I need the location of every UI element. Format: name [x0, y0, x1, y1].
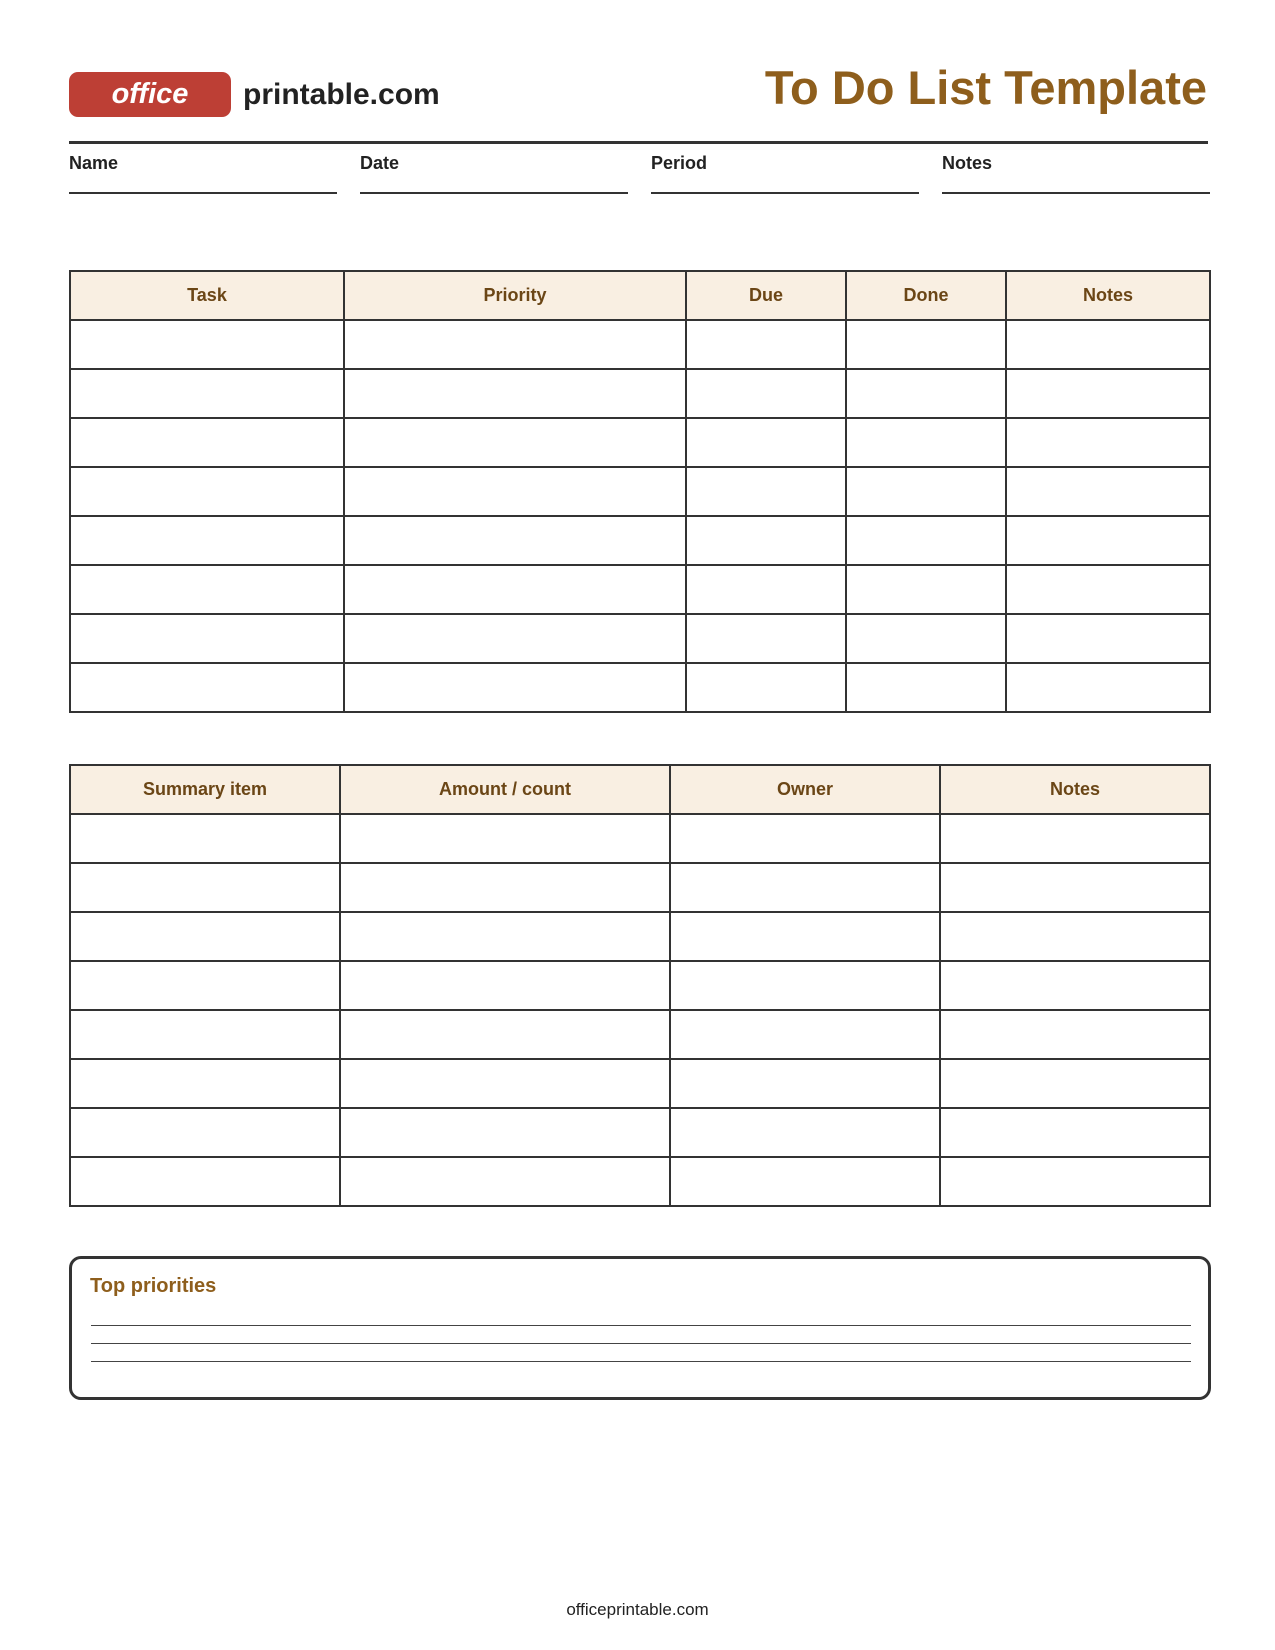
priority-writing-line[interactable]	[91, 1325, 1191, 1326]
table-cell[interactable]	[344, 516, 686, 565]
table-row	[70, 565, 1210, 614]
table-cell[interactable]	[70, 1059, 340, 1108]
table-cell[interactable]	[1006, 369, 1210, 418]
table-cell[interactable]	[70, 369, 344, 418]
task-table-body	[70, 320, 1210, 712]
table-row	[70, 1010, 1210, 1059]
column-header-done: Done	[846, 271, 1006, 320]
header-divider	[69, 141, 1208, 144]
table-cell[interactable]	[940, 1010, 1210, 1059]
column-header-priority: Priority	[344, 271, 686, 320]
table-row	[70, 467, 1210, 516]
table-cell[interactable]	[340, 912, 670, 961]
logo-domain: printable.com	[243, 78, 440, 111]
summary-table-header	[70, 765, 1210, 814]
table-row	[70, 1157, 1210, 1206]
table-row	[70, 320, 1210, 369]
table-cell[interactable]	[70, 320, 344, 369]
table-row	[70, 912, 1210, 961]
column-header-owner: Owner	[670, 765, 940, 814]
notes-field-label: Notes	[942, 153, 993, 173]
table-cell[interactable]	[340, 1157, 670, 1206]
table-cell[interactable]	[940, 1059, 1210, 1108]
table-cell[interactable]	[344, 614, 686, 663]
table-cell[interactable]	[70, 565, 344, 614]
table-cell[interactable]	[686, 565, 846, 614]
table-cell[interactable]	[70, 516, 344, 565]
table-row	[70, 863, 1210, 912]
table-cell[interactable]	[344, 663, 686, 712]
table-cell[interactable]	[686, 467, 846, 516]
table-cell[interactable]	[344, 418, 686, 467]
table-cell[interactable]	[670, 1157, 940, 1206]
footer-text: officeprintable.com	[566, 1600, 709, 1619]
table-row	[70, 614, 1210, 663]
table-cell[interactable]	[686, 369, 846, 418]
table-cell[interactable]	[344, 320, 686, 369]
table-cell[interactable]	[670, 863, 940, 912]
table-cell[interactable]	[1006, 614, 1210, 663]
summary-table	[69, 764, 1211, 1207]
table-cell[interactable]	[670, 1059, 940, 1108]
table-cell[interactable]	[70, 663, 344, 712]
table-cell[interactable]	[940, 912, 1210, 961]
table-cell[interactable]	[340, 1108, 670, 1157]
date-field-label: Date	[360, 153, 400, 173]
table-row	[70, 663, 1210, 712]
column-header-task: Task	[70, 271, 344, 320]
table-cell[interactable]	[70, 418, 344, 467]
table-cell[interactable]	[340, 1059, 670, 1108]
table-cell[interactable]	[940, 1157, 1210, 1206]
table-cell[interactable]	[340, 1010, 670, 1059]
task-table-header	[70, 271, 1210, 320]
table-cell[interactable]	[70, 961, 340, 1010]
name-field-label: Name	[69, 153, 119, 173]
date-field[interactable]	[360, 152, 628, 194]
table-cell[interactable]	[344, 467, 686, 516]
table-cell[interactable]	[70, 467, 344, 516]
table-cell[interactable]	[1006, 467, 1210, 516]
priority-writing-line[interactable]	[91, 1361, 1191, 1362]
column-header-amount-count: Amount / count	[340, 765, 670, 814]
table-cell[interactable]	[846, 614, 1006, 663]
table-cell[interactable]	[70, 912, 340, 961]
page-title: To Do List Template	[764, 61, 1207, 114]
table-cell[interactable]	[1006, 565, 1210, 614]
column-header-notes: Notes	[1006, 271, 1210, 320]
column-header-notes: Notes	[940, 765, 1210, 814]
table-cell[interactable]	[686, 614, 846, 663]
table-cell[interactable]	[686, 418, 846, 467]
table-row	[70, 1059, 1210, 1108]
table-cell[interactable]	[1006, 418, 1210, 467]
table-row	[70, 369, 1210, 418]
table-row	[70, 1108, 1210, 1157]
table-cell[interactable]	[1006, 663, 1210, 712]
table-cell[interactable]	[940, 1108, 1210, 1157]
table-cell[interactable]	[70, 863, 340, 912]
summary-table-body	[70, 814, 1210, 1206]
table-cell[interactable]	[70, 1010, 340, 1059]
logo-badge: office	[69, 72, 231, 117]
table-cell[interactable]	[670, 912, 940, 961]
table-cell[interactable]	[670, 961, 940, 1010]
priority-writing-line[interactable]	[91, 1343, 1191, 1344]
column-header-summary-item: Summary item	[70, 765, 340, 814]
table-cell[interactable]	[846, 467, 1006, 516]
task-table	[69, 270, 1211, 713]
period-field[interactable]	[651, 152, 919, 194]
table-cell[interactable]	[344, 369, 686, 418]
table-cell[interactable]	[670, 814, 940, 863]
table-row	[70, 814, 1210, 863]
table-cell[interactable]	[70, 814, 340, 863]
table-cell[interactable]	[940, 961, 1210, 1010]
table-cell[interactable]	[686, 320, 846, 369]
period-field-label: Period	[651, 153, 708, 173]
table-cell[interactable]	[940, 863, 1210, 912]
notes-field[interactable]	[942, 152, 1210, 194]
table-cell[interactable]	[1006, 320, 1210, 369]
table-cell[interactable]	[70, 1157, 340, 1206]
column-header-due: Due	[686, 271, 846, 320]
top-priorities-title: Top priorities	[90, 1275, 217, 1297]
table-cell[interactable]	[340, 961, 670, 1010]
table-cell[interactable]	[340, 814, 670, 863]
table-cell[interactable]	[846, 663, 1006, 712]
table-cell[interactable]	[1006, 516, 1210, 565]
table-cell[interactable]	[70, 614, 344, 663]
table-cell[interactable]	[340, 863, 670, 912]
table-cell[interactable]	[686, 516, 846, 565]
table-row	[70, 418, 1210, 467]
table-cell[interactable]	[846, 565, 1006, 614]
table-cell[interactable]	[940, 814, 1210, 863]
table-cell[interactable]	[70, 1108, 340, 1157]
table-cell[interactable]	[344, 565, 686, 614]
table-cell[interactable]	[846, 320, 1006, 369]
table-cell[interactable]	[670, 1108, 940, 1157]
name-field[interactable]	[69, 152, 337, 194]
table-row	[70, 961, 1210, 1010]
top-priorities-box	[69, 1256, 1211, 1400]
table-cell[interactable]	[686, 663, 846, 712]
table-cell[interactable]	[670, 1010, 940, 1059]
table-row	[70, 516, 1210, 565]
table-cell[interactable]	[846, 418, 1006, 467]
table-cell[interactable]	[846, 516, 1006, 565]
table-cell[interactable]	[846, 369, 1006, 418]
